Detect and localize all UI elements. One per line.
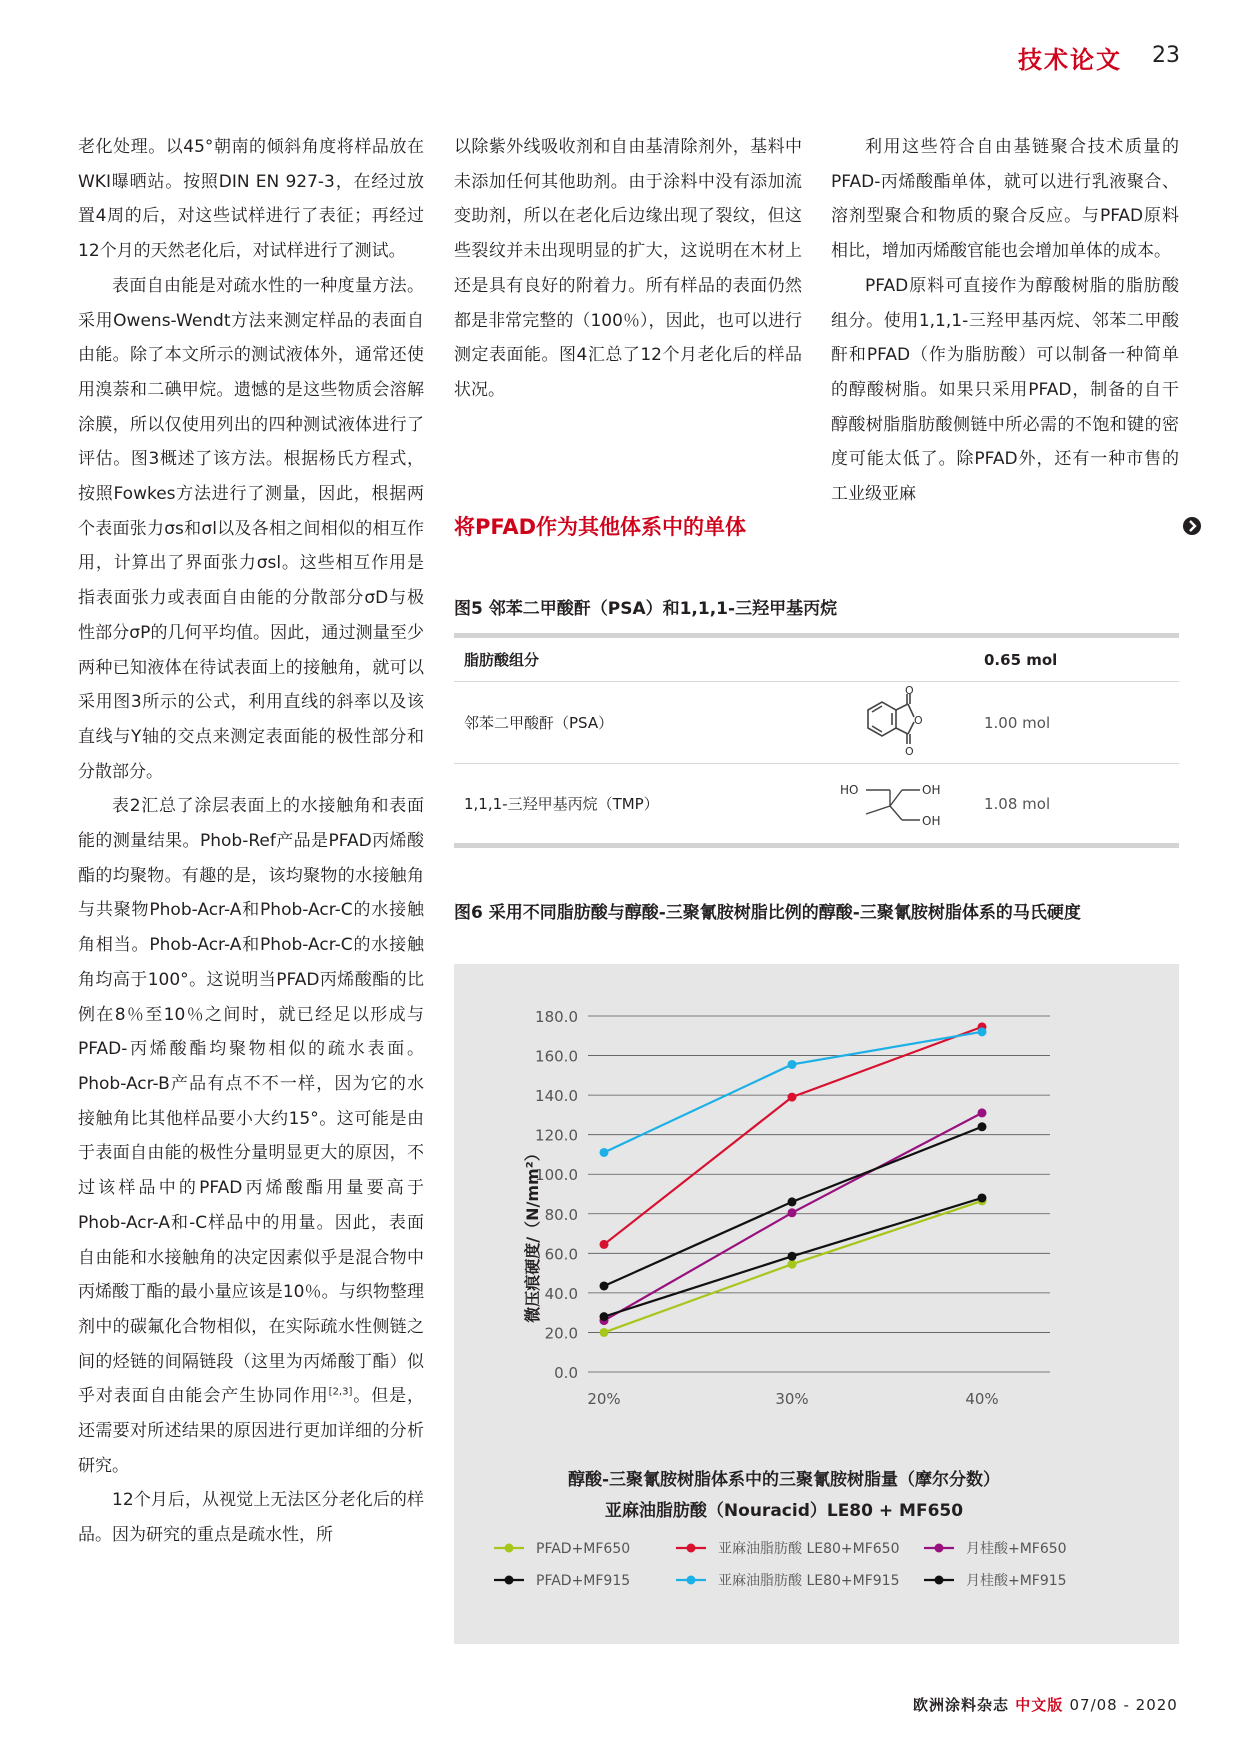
legend-label: PFAD+MF915 [536,1573,631,1589]
paragraph-text: 。但是，还需要对所述结果的原因进行更加详细的分析研究。 [78,1386,425,1476]
oxygen-label: O [905,745,914,758]
table-cell: 1.08 mol [974,764,1179,846]
page-number: 23 [1152,43,1180,68]
y-tick-label: 80.0 [544,1205,578,1224]
section-header-title: 技术论文 [1018,46,1122,74]
table-row [454,682,1179,764]
y-tick-label: 160.0 [535,1047,578,1066]
y-tick-label: 0.0 [554,1364,578,1382]
table-cell [454,682,974,764]
paragraph: 以除紫外线吸收剂和自由基清除剂外，基料中未添加任何其他助剂。由于涂料中没有添加流变助剂，所以在老化后边缘出现了裂纹，但这些裂纹并未出现明显的扩大，这说明在木材上还是具有良好的附着力。所有样品的表面仍然都是非常完整的（100％），因此，也可以进行测定表面能。图4汇总了12个月老化后的样品状况。 [454,137,802,400]
hydroxyl-label: OH [922,783,941,797]
table-cell: 0.65 mol [974,636,1179,682]
legend-marker [505,1576,514,1585]
table-row [454,636,1179,682]
x-tick-label: 40% [965,1390,999,1408]
paragraph: 利用这些符合自由基链聚合技术质量的PFAD-丙烯酸酯单体，就可以进行乳液聚合、溶剂型聚合和物质的聚合反应。与PFAD原料相比，增加丙烯酸官能也会增加单体的成本。 [831,137,1179,262]
legend-marker [935,1576,944,1585]
legend-entry [494,1541,630,1557]
data-point [788,1060,797,1069]
compound-name: 1,1,1-三羟甲基丙烷（TMP） [464,795,659,813]
data-point [600,1312,609,1321]
y-tick-label: 120.0 [535,1126,578,1145]
legend-marker [687,1576,696,1585]
edition-label: 中文版 [1015,1696,1064,1714]
section-heading: 将PFAD作为其他体系中的单体 [454,515,747,539]
data-point [600,1148,609,1157]
paragraph-text: 表2汇总了涂层表面上的水接触角和表面能的测量结果。Phob-Ref产品是PFAD丙烯酸酯的均聚物。有趣的是，该均聚物的水接触角与共聚物Phob-Acr-A和Phob-Acr-C的水接触角相当。Phob-Acr-A和Phob-Acr-C的水接触角均高于100°。这说明当PFAD丙烯酸酯的比例在8％至10％之间时，就已经足以形成与PFAD-丙烯酸酯均聚物相似的疏水表面。Phob-Acr-B产品有点不不一样，因为它的水接触角比其他样品要小大约15°。这可能是由于表面自由能的极性分量明显更大的原因，不过该样品中的PFAD丙烯酸酯用量要高于Phob-Acr-A和-C样品中的用量。因此，表面自由能和水接触角的决定因素似乎是混合物中丙烯酸丁酯的最小量应该是10％。与织物整理剂中的碳氟化合物相似，在实际疏水性侧链之间的烃链的间隔链段（这里为丙烯酸丁酯）似乎对表面自由能会产生协同作用 [78,796,424,1407]
continue-arrow-icon [1183,517,1201,535]
data-point [788,1093,797,1102]
legend-entry [494,1573,630,1589]
legend-label: 亚麻油脂肪酸 LE80+MF915 [718,1573,900,1589]
x-axis-label: 醇酸-三聚氰胺树脂体系中的三聚氰胺树脂量（摩尔分数） [567,1470,1001,1490]
hardness-line-chart [454,964,1179,1644]
legend-label: 亚麻油脂肪酸 LE80+MF650 [718,1541,900,1557]
legend-entry [924,1540,1067,1557]
chart-panel [454,964,1179,1644]
text-column-3 [831,130,1179,512]
legend-entry [676,1540,900,1557]
legend-label: PFAD+MF650 [536,1541,631,1557]
chart-subtitle: 亚麻油脂肪酸（Nouracid）LE80 + MF650 [604,1501,964,1521]
figure-6-title: 图6 采用不同脂肪酸与醇酸-三聚氰胺树脂比例的醇酸-三聚氰胺树脂体系的马氏硬度 [454,903,1081,923]
data-point [978,1122,987,1131]
legend-marker [687,1544,696,1553]
paragraph: PFAD原料可直接作为醇酸树脂的脂肪酸组分。使用1,1,1-三羟甲基丙烷、邻苯二甲酸酐和PFAD（作为脂肪酸）可以制备一种简单的醇酸树脂。如果只采用PFAD，制备的自干醇酸树脂脂肪酸侧链中所必需的不饱和键的密度可能太低了。除PFAD外，还有一种市售的工业级亚麻 [831,275,1179,505]
data-point [788,1208,797,1217]
text-column-2 [454,130,802,408]
table-cell: 脂肪酸组分 [454,636,974,682]
legend-marker [505,1544,514,1553]
data-point [600,1328,609,1337]
legend-entry [924,1572,1067,1589]
text-column-1 [78,130,424,1553]
data-point [600,1240,609,1249]
y-tick-label: 40.0 [544,1284,578,1303]
y-axis-label: 微压痕硬度/（N/mm²） [523,1145,542,1323]
x-tick-label: 30% [775,1390,809,1408]
hydroxyl-label: HO [840,783,859,797]
oxygen-label: O [905,686,914,697]
legend-marker [935,1544,944,1553]
y-tick-label: 100.0 [535,1166,578,1185]
data-point [600,1281,609,1290]
issue-date: 07/08 - 2020 [1069,1696,1178,1714]
data-point [978,1027,987,1036]
figure-5-table [454,633,1179,848]
y-tick-label: 20.0 [544,1324,578,1343]
oxygen-label: O [914,714,923,727]
data-point [788,1260,797,1269]
y-tick-label: 60.0 [544,1245,578,1264]
paragraph: 12个月后，从视觉上无法区分老化后的样品。因为研究的重点是疏水性，所 [78,1490,424,1546]
x-tick-label: 20% [587,1390,621,1408]
citation-ref: [2,3] [328,1386,353,1398]
paragraph: 表面自由能是对疏水性的一种度量方法。采用Owens-Wendt方法来测定样品的表面自由能。除了本文所示的测试液体外，通常还使用溴萘和二碘甲烷。遗憾的是这些物质会溶解涂膜，所以仅使用列出的四种测试液体进行了评估。图3概述了该方法。根据杨氏方程式，按照Fowkes方法进行了测量，因此，根据两个表面张力σs和σl以及各相之间相似的相互作用，计算出了界面张力σsl。这些相互作用是指表面张力或表面自由能的分散部分σD与极性部分σP的几何平均值。因此，通过测量至少两种已知液体在待试表面上的接触角，就可以采用图3所示的公式，利用直线的斜率以及该直线与Y轴的交点来测定表面能的极性部分和分散部分。 [78,275,424,782]
legend-label: 月桂酸+MF915 [966,1573,1067,1589]
footer [913,1694,1178,1715]
y-tick-label: 140.0 [535,1087,578,1106]
data-point [978,1108,987,1117]
data-point [978,1193,987,1202]
compound-name: 邻苯二甲酸酐（PSA） [464,714,614,732]
figure-5-title: 图5 邻苯二甲酸酐（PSA）和1,1,1-三羟甲基丙烷 [454,599,838,619]
legend-label: 月桂酸+MF650 [966,1541,1067,1557]
paragraph [78,789,424,1483]
tmp-structure-diagram [840,772,960,832]
psa-structure-diagram [854,686,934,758]
data-point [788,1252,797,1261]
table-cell: 1.00 mol [974,682,1179,764]
y-tick-label: 180.0 [535,1008,578,1026]
table-row [454,764,1179,846]
hydroxyl-label: OH [922,814,941,828]
paragraph: 老化处理。以45°朝南的倾斜角度将样品放在WKI曝晒站。按照DIN EN 927-3，在经过放置4周的后，对这些试样进行了表征；再经过12个月的天然老化后，对试样进行了测试。 [78,137,424,262]
table-cell [454,764,974,846]
data-point [788,1197,797,1206]
magazine-name: 欧洲涂料杂志 [913,1696,1010,1714]
legend-entry [676,1572,900,1589]
